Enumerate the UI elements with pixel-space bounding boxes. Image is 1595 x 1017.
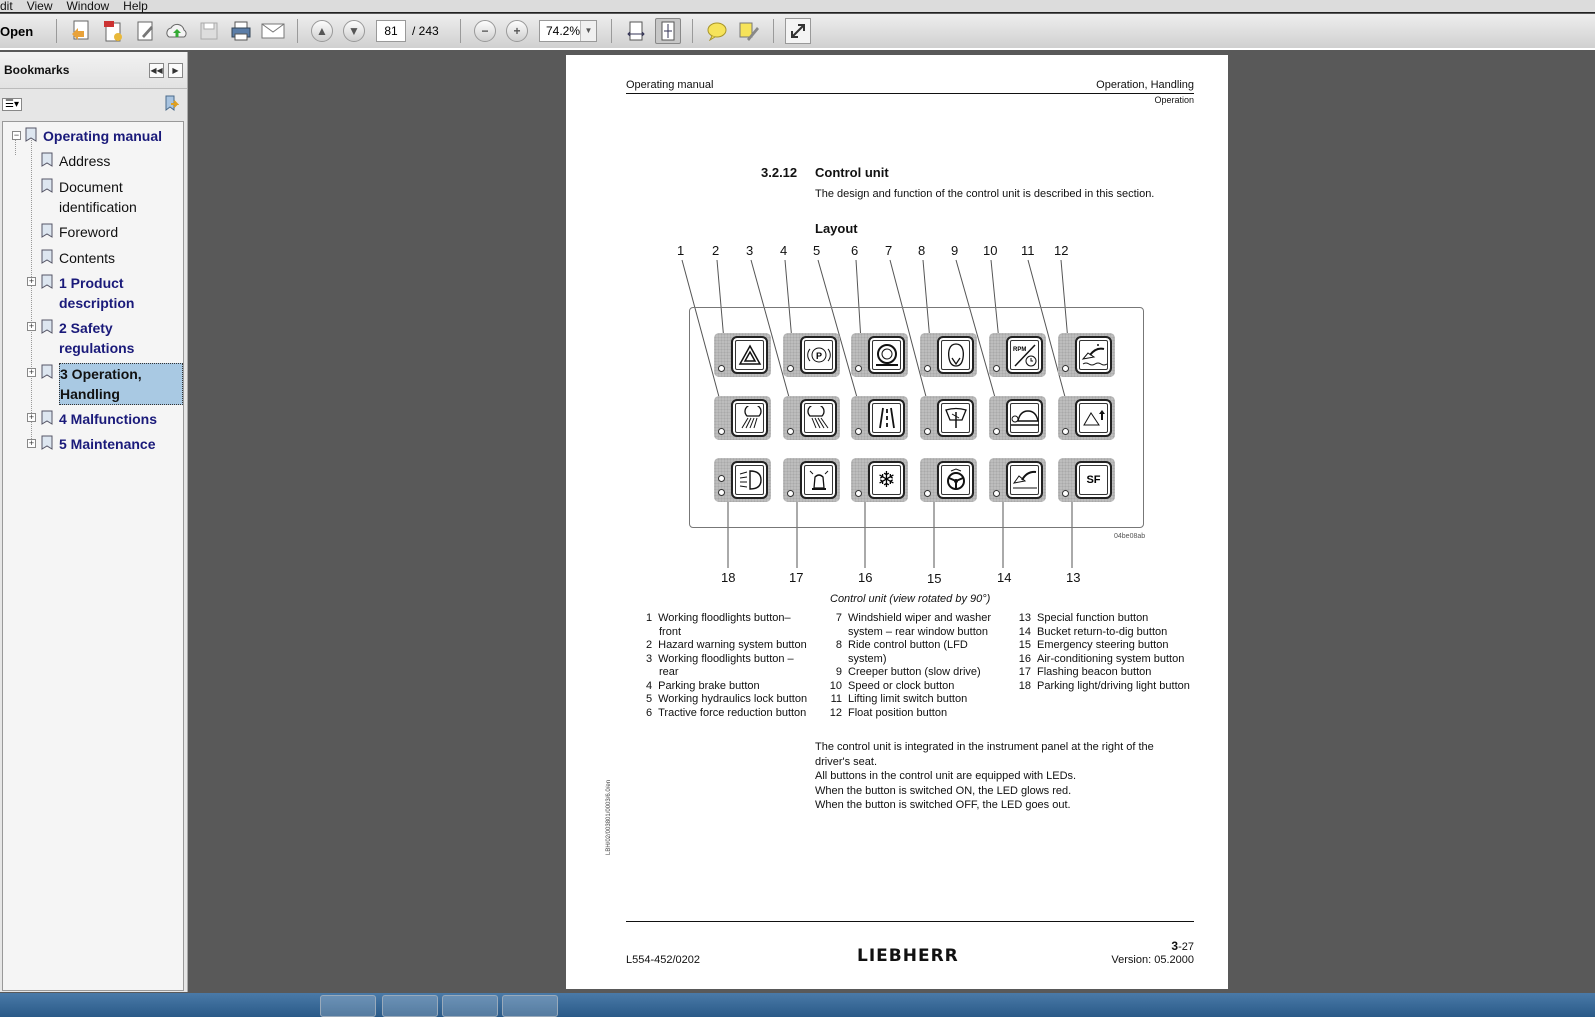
bookmark-operating-manual[interactable]: [25, 126, 162, 146]
bookmark-safety-regulations[interactable]: [41, 318, 134, 358]
side-document-code: LBH/02/003801/0003/6.0/en: [606, 779, 612, 855]
callout-3: 3: [746, 243, 754, 258]
highlight-text-button[interactable]: [736, 18, 762, 44]
legend-item: 6 Tractive force reduction button: [646, 706, 807, 719]
tractive-force-button: [851, 333, 908, 377]
layout-heading: Layout: [815, 221, 858, 236]
floodlight-rear-icon: [800, 399, 837, 437]
fit-page-button[interactable]: [655, 18, 681, 44]
bookmark-product-description[interactable]: [41, 273, 134, 313]
callout-1: 1: [677, 243, 685, 258]
liebherr-logo: LIEBHERR: [857, 946, 959, 966]
footer-rule: [626, 921, 1194, 922]
bookmark-label: 5 Maintenance: [59, 436, 156, 452]
zoom-in-button[interactable]: [504, 18, 530, 44]
callout-9: 9: [951, 243, 959, 258]
bookmarks-title: Bookmarks: [4, 63, 70, 77]
collapse-toggle[interactable]: −: [13, 130, 20, 140]
wiper-button: [920, 396, 977, 440]
legend-item: 14 Bucket return-to-dig button: [1018, 625, 1168, 638]
combine-files-icon[interactable]: [100, 18, 126, 44]
bookmark-operation-handling[interactable]: [41, 363, 183, 405]
bookmark-label: 1 Product description: [59, 275, 135, 311]
callout-17: 17: [789, 570, 804, 585]
legend-item: 10 Speed or clock button: [829, 679, 955, 692]
lifting-limit-button: [1058, 396, 1115, 440]
svg-text:P: P: [815, 351, 822, 361]
bookmark-label-selected: 3 Operation, Handling: [59, 363, 183, 405]
separator: [56, 19, 57, 43]
taskbar-item[interactable]: [442, 995, 498, 1017]
save-icon[interactable]: [196, 18, 222, 44]
emergency-steering-icon: [937, 461, 974, 499]
expand-toggle[interactable]: +: [28, 367, 35, 377]
creeper-turtle-icon: [1006, 399, 1043, 437]
next-page-button[interactable]: [341, 18, 367, 44]
menu-help[interactable]: Help: [123, 0, 148, 13]
bookmark-address[interactable]: [41, 151, 110, 171]
float-position-button: [1058, 333, 1115, 377]
taskbar: [0, 993, 1595, 1017]
legend-item: 7 Windshield wiper and washer: [835, 612, 992, 624]
bookmarks-panel: [0, 52, 188, 992]
bookmark-malfunctions[interactable]: [41, 409, 157, 429]
minus-icon: −: [474, 20, 496, 42]
legend-item: 8 Ride control button (LFD: [835, 639, 968, 651]
bookmark-maintenance[interactable]: [41, 434, 155, 454]
comment-button[interactable]: [704, 18, 730, 44]
collapse-panel-button[interactable]: ◀◀: [149, 63, 164, 78]
header-left: Operating manual: [626, 79, 714, 91]
bookmark-label: 2 Safety regulations: [59, 320, 135, 356]
menu-view[interactable]: View: [26, 0, 53, 13]
legend-item: 12 Float position button: [829, 706, 948, 719]
separator: [297, 19, 298, 43]
legend-item: 15 Emergency steering button: [1018, 639, 1169, 651]
legend-item: 3 Working floodlights button –: [646, 652, 794, 665]
menu-bar: [0, 0, 1595, 13]
legend-item-cont: rear: [659, 666, 679, 678]
lifting-limit-icon: [1075, 399, 1112, 437]
legend-item: 17 Flashing beacon button: [1018, 666, 1152, 678]
separator: [773, 19, 774, 43]
toolbar: [0, 14, 1595, 50]
bookmark-add-icon[interactable]: [163, 95, 179, 113]
bookmark-document-identification[interactable]: [41, 177, 137, 217]
bookmark-foreword[interactable]: [41, 222, 118, 242]
wiper-icon: [937, 399, 974, 437]
legend-column-1: [646, 612, 826, 720]
taskbar-item[interactable]: [382, 995, 438, 1017]
body-line: When the button is switched OFF, the LED goes out.: [815, 799, 1071, 811]
bookmark-icon: [25, 127, 37, 142]
flashing-beacon-button: [783, 458, 840, 502]
body-line: driver's seat.: [815, 755, 878, 768]
taskbar-item[interactable]: [502, 995, 558, 1017]
legend-item: 9 Creeper button (slow drive): [835, 666, 981, 678]
section-intro: The design and function of the control unit is described in this section.: [815, 188, 1155, 200]
parking-light-icon: [731, 461, 768, 499]
hydraulics-lock-icon: [868, 399, 905, 437]
comment-icon: [706, 21, 728, 41]
bookmark-label: 4 Malfunctions: [59, 411, 158, 427]
callout-14: 14: [997, 570, 1012, 585]
bookmark-label: Operating manual: [43, 128, 163, 144]
legend-item: 5 Working hydraulics lock button: [646, 693, 808, 705]
body-line: The control unit is integrated in the instrument panel at the right of the: [815, 741, 1154, 753]
page-number-input[interactable]: 81: [376, 20, 406, 42]
legend-item: 4 Parking brake button: [646, 679, 760, 692]
legend-item: 2 Hazard warning system button: [646, 639, 807, 651]
legend-column-2: [828, 612, 1013, 720]
bookmark-icon: [41, 249, 53, 264]
hazard-warning-button: [714, 333, 771, 377]
bookmark-icon: [41, 435, 53, 450]
creeper-button: [989, 396, 1046, 440]
callout-5: 5: [813, 243, 821, 258]
plus-icon: +: [506, 20, 528, 42]
special-function-button: [1058, 458, 1115, 502]
float-position-icon: [1075, 336, 1112, 374]
ride-control-button: [920, 333, 977, 377]
callout-6: 6: [851, 243, 859, 258]
expand-toggle[interactable]: +: [28, 276, 35, 286]
svg-text:RPM: RPM: [1012, 347, 1026, 353]
fit-width-icon: [626, 20, 646, 42]
footer-left: L554-452/0202: [626, 954, 701, 966]
separator: [460, 19, 461, 43]
body-line: All buttons in the control unit are equipped with LEDs.: [815, 770, 1077, 782]
print-icon[interactable]: [228, 18, 254, 44]
bookmarks-header: [0, 52, 187, 89]
create-pdf-icon[interactable]: [68, 18, 94, 44]
callout-10: 10: [983, 243, 998, 258]
legend-item-cont: system – rear window button: [848, 625, 989, 638]
parking-light-button: [714, 458, 771, 502]
body-text: [815, 740, 1154, 813]
bookmark-icon: [41, 178, 53, 193]
header-right: Operation, Handling: [1096, 79, 1194, 91]
zoom-level-value: 74.2%: [546, 24, 581, 38]
bookmark-icon: [41, 410, 53, 425]
callout-8: 8: [918, 243, 926, 258]
upload-icon[interactable]: [164, 18, 190, 44]
edit-icon[interactable]: [132, 18, 158, 44]
chevron-down-icon[interactable]: ▼: [580, 21, 596, 41]
expand-toggle[interactable]: +: [28, 438, 35, 448]
fullscreen-button[interactable]: [785, 18, 811, 44]
legend-item: 11 Lifting limit switch button: [830, 693, 968, 705]
bookmark-contents[interactable]: [41, 248, 115, 268]
taskbar-item[interactable]: [320, 995, 376, 1017]
body-line: When the button is switched ON, the LED glows red.: [815, 784, 1072, 797]
separator: [611, 19, 612, 43]
bookmarks-tree: [2, 121, 184, 991]
callout-7: 7: [885, 243, 893, 258]
section-number: 3.2.12: [761, 165, 798, 180]
air-conditioning-icon: ❄: [868, 461, 905, 499]
highlight-icon: [738, 20, 760, 42]
bookmark-icon: [41, 223, 53, 238]
floodlight-front-button: [714, 396, 771, 440]
legend-item: 18 Parking light/driving light button: [1018, 679, 1190, 692]
bucket-return-button: [989, 458, 1046, 502]
figure-id: 04be08ab: [1114, 533, 1146, 540]
callout-15: 15: [927, 571, 942, 586]
separator: [692, 19, 693, 43]
fit-page-icon: [658, 20, 678, 42]
figure-caption: Control unit (view rotated by 90°): [830, 593, 991, 605]
tractive-force-icon: [868, 336, 905, 374]
rpm-clock-icon: [1006, 336, 1043, 374]
callout-2: 2: [712, 243, 720, 258]
hazard-triangle-icon: [731, 336, 768, 374]
ride-control-icon: [937, 336, 974, 374]
callout-16: 16: [858, 570, 873, 585]
bookmarks-toolbar: [0, 89, 187, 119]
bookmark-label: Contents: [59, 250, 116, 266]
menu-window[interactable]: Window: [66, 0, 110, 13]
legend-item: 1 Working floodlights button–: [646, 612, 791, 624]
speed-clock-button: [989, 333, 1046, 377]
header-sub: Operation: [1154, 95, 1194, 105]
emergency-steering-button: [920, 458, 977, 502]
floodlight-front-icon: [731, 399, 768, 437]
menu-edit[interactable]: dit: [0, 0, 13, 13]
fit-width-button[interactable]: [623, 18, 649, 44]
expand-toggle[interactable]: +: [28, 412, 35, 422]
bookmark-icon: [41, 319, 53, 334]
footer-version: Version: 05.2000: [1111, 954, 1194, 966]
legend-item-cont: front: [659, 625, 682, 638]
legend-item: 13 Special function button: [1018, 612, 1149, 624]
bookmark-icon: [41, 274, 53, 289]
page-total: / 243: [412, 24, 439, 38]
legend-column-3: [1018, 612, 1218, 693]
callout-18: 18: [721, 570, 736, 585]
bookmark-icon: [41, 152, 53, 167]
callout-13: 13: [1066, 570, 1081, 585]
special-function-icon: SF: [1075, 461, 1112, 499]
air-conditioning-button: [851, 458, 908, 502]
bookmark-label: Address: [59, 153, 111, 169]
open-button[interactable]: Open: [0, 23, 34, 39]
arrow-down-icon: ▼: [343, 20, 365, 42]
callout-11: 11: [1021, 243, 1035, 258]
expand-icon: [789, 22, 807, 40]
callout-12: 12: [1054, 243, 1069, 258]
email-icon[interactable]: [260, 18, 286, 44]
options-menu-button[interactable]: ☰▾: [2, 98, 22, 111]
zoom-level-select[interactable]: [539, 20, 597, 42]
floodlight-rear-button: [783, 396, 840, 440]
expand-toggle[interactable]: +: [28, 321, 35, 331]
bookmark-icon: [41, 364, 53, 379]
callout-4: 4: [780, 243, 788, 258]
section-title: Control unit: [815, 165, 889, 180]
legend-item: 16 Air-conditioning system button: [1018, 652, 1185, 665]
bookmark-label: Foreword: [59, 224, 119, 240]
previous-page-button[interactable]: [309, 18, 335, 44]
footer-page-number: 3-27: [1171, 939, 1194, 953]
arrow-up-icon: ▲: [311, 20, 333, 42]
parking-brake-button: [783, 333, 840, 377]
hydraulics-lock-button: [851, 396, 908, 440]
zoom-out-button[interactable]: [472, 18, 498, 44]
panel-splitter[interactable]: [188, 52, 192, 992]
document-page: [566, 55, 1228, 989]
bucket-return-icon: [1006, 461, 1043, 499]
flashing-beacon-icon: [800, 461, 837, 499]
expand-panel-button[interactable]: ▶: [168, 63, 183, 78]
bookmark-label: Document identification: [59, 179, 137, 215]
parking-brake-icon: [800, 336, 837, 374]
legend-item-cont: system): [848, 652, 887, 665]
